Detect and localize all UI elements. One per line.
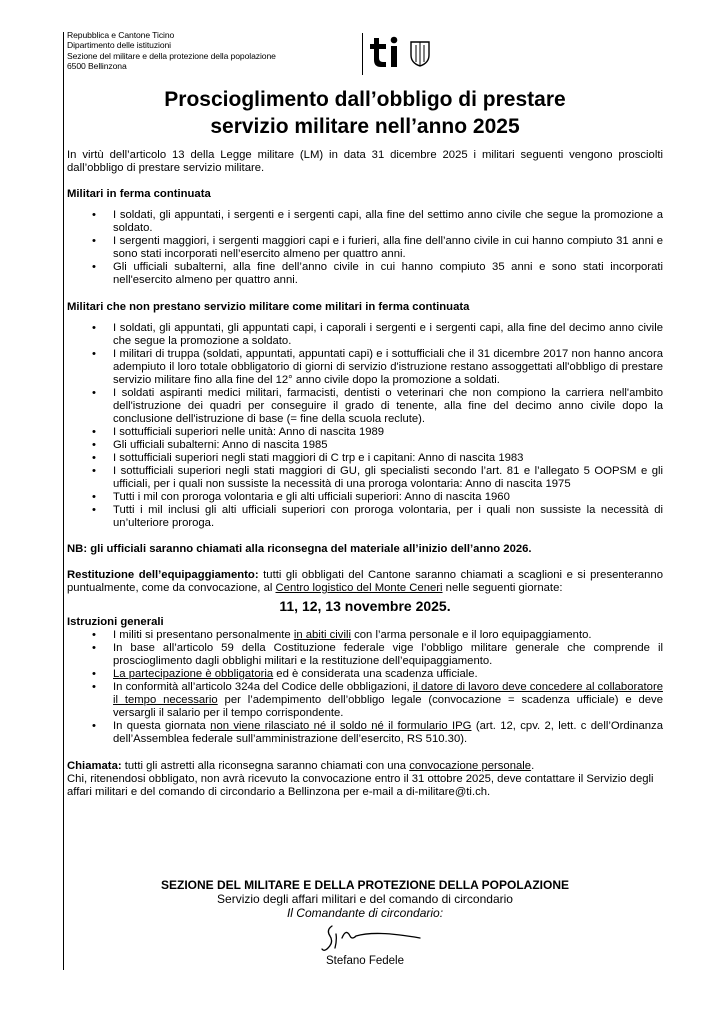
- restituzione-text: tutti gli obbligati del Cantone saranno chiamati a scaglioni e si presenteranno puntualmente, come da convocazione, al: [67, 569, 663, 594]
- letterhead-line: Dipartimento delle istituzioni: [67, 40, 171, 51]
- nb-note: NB: gli ufficiali saranno chiamati alla riconsegna del materiale all’inizio dell’anno 2026.: [67, 543, 532, 555]
- ti-logo-icon: [368, 36, 402, 68]
- signer-role: Il Comandante di circondario:: [286, 906, 444, 920]
- list-item: • I soldati, gli appuntati, i sergenti e i sergenti capi, alla fine del settimo anno civile che segue la promozione a soldato.: [67, 209, 663, 235]
- chiamata-paragraph: [67, 760, 663, 773]
- list-item: • Gli ufficiali subalterni, alla fine dell’anno civile in cui hanno compiuto 35 anni e sono stati incorporati nell'esercito almeno per quattro anni.: [67, 261, 663, 287]
- text: con l’arma personale e il loro equipaggiamento.: [350, 629, 592, 641]
- monte-ceneri-link: Centro logistico del Monte Ceneri: [275, 582, 443, 594]
- list-item: • I sottufficiali superiori nelle unità: Anno di nascita 1989: [67, 426, 663, 439]
- restituzione-paragraph: [67, 569, 663, 595]
- org-name: SEZIONE DEL MILITARE E DELLA PROTEZIONE DELLA POPOLAZIONE: [160, 878, 570, 892]
- text: I militi si presentano personalmente: [113, 629, 294, 641]
- list-item: • I sottufficiali superiori negli stati maggiori di GU, gli specialisti secondo l’art. 81 e l’allegato 5 OOPSM e gli ufficiali, per i quali non sussiste la necessità di una proroga volontaria: Anno di nascita 1975: [67, 465, 663, 491]
- page-title: [80, 86, 650, 140]
- restituzione-label: Restituzione dell’equipaggiamento:: [67, 569, 259, 581]
- document-body: [67, 149, 663, 799]
- text: ed è considerata una scadenza ufficiale.: [273, 668, 478, 680]
- list-item: [67, 681, 663, 720]
- list-item: [67, 720, 663, 746]
- letterhead-line: Sezione del militare e della protezione della popolazione: [67, 50, 276, 61]
- section2-heading: Militari che non prestano servizio militare come militari in ferma continuata: [67, 301, 470, 313]
- section1-heading: Militari in ferma continuata: [67, 188, 211, 200]
- letterhead-separator: [362, 33, 363, 75]
- chiamata-label: Chiamata:: [67, 760, 122, 772]
- restituzione-text-end: nelle seguenti giornate:: [442, 582, 563, 594]
- letterhead: [67, 30, 367, 71]
- list-item: [67, 629, 663, 642]
- service-name: Servizio degli affari militari e del comando di circondario: [217, 892, 513, 906]
- underlined-text: in abiti civili: [293, 629, 351, 641]
- list-item: • I soldati, gli appuntati, gli appuntati capi, i caporali i sergenti e i sergenti capi, alla fine del decimo anno civile che segue la promozione a soldato.: [67, 322, 663, 348]
- list-item: • I sottufficiali superiori negli stati maggiori di C trp e i capitani: Anno di nascita 1983: [67, 452, 663, 465]
- title-line-1: Proscioglimento dall’obbligo di prestare: [164, 88, 566, 111]
- list-item: • Gli ufficiali subalterni: Anno di nascita 1985: [67, 439, 663, 452]
- list-item: • I militari di truppa (soldati, appuntati, appuntati capi) e i sottufficiali che il 31 dicembre 2017 non hanno ancora adempiuto il loro totale obbligatorio di giorni di servizio d'istruzione restano assoggettati all'obbligo di prestare servizio militare fino alla fine del 12° anno civile dopo la promozione a soldati.: [67, 348, 663, 387]
- signature-block: [100, 878, 630, 920]
- text: per l’adempimento dell’obbligo legale (convocazione = scadenza ufficiale) e deve versargli il salario per il tempo corrispondente.: [113, 694, 663, 719]
- underlined-text: La partecipazione è obbligatoria: [113, 668, 274, 680]
- list-item: • In base all’articolo 59 della Costituzione federale vige l’obbligo militare generale che comprende il proscioglimento dagli obblighi militari e la restituzione dell’equipaggiamento.: [67, 642, 663, 668]
- letterhead-line: 6500 Bellinzona: [67, 60, 127, 71]
- section2-list: [67, 322, 663, 530]
- underlined-text: il datore di lavoro deve concedere al collaboratore il tempo necessario: [113, 681, 663, 706]
- istruzioni-list: [67, 629, 663, 746]
- list-item: • Tutti i mil con proroga volontaria e gli alti ufficiali superiori: Anno di nascita 1960: [67, 491, 663, 504]
- istruzioni-heading: Istruzioni generali: [67, 616, 164, 628]
- letterhead-line: Repubblica e Cantone Ticino: [67, 30, 175, 40]
- ticino-logo: [368, 36, 402, 73]
- text: .: [531, 760, 535, 772]
- section1-list: [67, 209, 663, 287]
- text: In questa giornata: [113, 720, 211, 732]
- list-item: • Tutti i mil inclusi gli alti ufficiali superiori con proroga volontaria, per i quali non sussiste la necessità di un’ulteriore proroga.: [67, 504, 663, 530]
- intro-paragraph: In virtù dell’articolo 13 della Legge militare (LM) in data 31 dicembre 2025 i militari seguenti vengono prosciolti dall’obbligo di prestare servizio militare.: [67, 149, 663, 174]
- restitution-dates: 11, 12, 13 novembre 2025.: [279, 598, 451, 614]
- text: tutti gli astretti alla riconsegna saranno chiamati con una: [121, 760, 410, 772]
- signer-name: Stefano Fedele: [325, 955, 404, 967]
- text: (art. 12, cpv. 2, lett. c dell’Ordinanza dell’Assemblea federale sull’amministrazione dell’esercito, RS 510.30).: [113, 720, 663, 745]
- list-item: • I soldati aspiranti medici militari, farmacisti, dentisti o veterinari che non compiono la carriera nell'ambito dell'istruzione dei quadri per conseguire il grado di tenente, alla fine del decimo anno civile dopo la conclusione dell'istruzione di base (= fine della scuola reclute).: [67, 387, 663, 426]
- title-line-2: servizio militare nell’anno 2025: [210, 115, 520, 138]
- canton-shield-icon: [410, 41, 430, 72]
- text: In conformità all’articolo 324a del Codice delle obbligazioni,: [113, 681, 413, 693]
- list-item: • I sergenti maggiori, i sergenti maggiori capi e i furieri, alla fine dell’anno civile in cui hanno compiuto 31 anni e sono stati incorporati nell’esercito almeno per quattro anni.: [67, 235, 663, 261]
- chiamata-contact: Chi, ritenendosi obbligato, non avrà ricevuto la convocazione entro il 31 ottobre 2025, deve contattare il Servizio degli affari militari e del comando di circondario a Bellinzona per e-mail a di-militare@ti.ch.: [67, 773, 654, 798]
- list-item: [67, 668, 663, 681]
- left-margin-rule: [63, 32, 64, 970]
- underlined-text: non viene rilasciato né il soldo né il formulario IPG: [210, 720, 472, 732]
- convocazione-link: convocazione personale: [409, 760, 532, 772]
